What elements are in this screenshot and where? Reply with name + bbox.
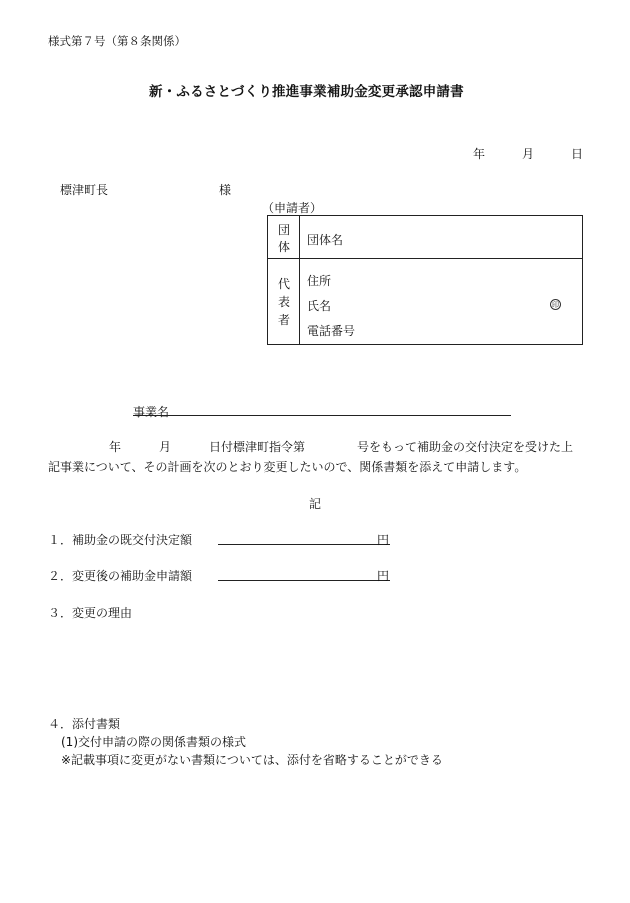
group-header-char-1: 団 bbox=[278, 223, 291, 237]
item-3-label: ３．変更の理由 bbox=[48, 606, 133, 620]
attachment-item-1: (1)交付申請の際の関係書類の様式 bbox=[61, 735, 246, 749]
name-label: 氏名 bbox=[307, 299, 332, 313]
item-2-label: ２．変更後の補助金申請額 bbox=[48, 569, 193, 583]
item-4-label: ４．添付書類 bbox=[48, 717, 121, 731]
date-month: 月 bbox=[522, 147, 535, 161]
date-year: 年 bbox=[473, 147, 486, 161]
table-divider-horizontal bbox=[268, 258, 582, 259]
item-2-amount-line bbox=[218, 580, 390, 581]
body-number-suffix: 号をもって補助金の交付決定を受けた上 bbox=[357, 440, 574, 454]
attachment-note: ※記載事項に変更がない書類については、添付を省略することができる bbox=[61, 753, 443, 767]
group-header-char-2: 体 bbox=[278, 240, 291, 254]
body-month: 月 bbox=[159, 440, 172, 454]
seal-icon: 印 bbox=[552, 301, 559, 309]
form-number: 様式第７号（第８条関係） bbox=[48, 34, 186, 48]
address-label: 住所 bbox=[307, 274, 332, 288]
phone-label: 電話番号 bbox=[307, 324, 356, 338]
body-year: 年 bbox=[109, 440, 122, 454]
rep-header-char-2: 表 bbox=[278, 295, 291, 309]
body-line-2: 記事業について、その計画を次のとおり変更したいので、関係書類を添えて申請します。 bbox=[48, 460, 527, 474]
ki-heading: 記 bbox=[309, 497, 322, 511]
table-divider-vertical bbox=[299, 216, 300, 344]
project-name-underline bbox=[133, 415, 511, 416]
body-date-order: 日付標津町指令第 bbox=[209, 440, 306, 454]
item-1-label: １．補助金の既交付決定額 bbox=[48, 533, 193, 547]
item-1-amount-line bbox=[218, 544, 390, 545]
page-title: 新・ふるさとづくり推進事業補助金変更承認申請書 bbox=[149, 84, 464, 100]
date-day: 日 bbox=[571, 147, 584, 161]
item-1-unit: 円 bbox=[377, 533, 390, 547]
rep-header-char-3: 者 bbox=[278, 313, 291, 327]
project-name-label: 事業名 bbox=[133, 405, 170, 419]
item-2-unit: 円 bbox=[377, 569, 390, 583]
addressee-honorific: 様 bbox=[219, 183, 232, 197]
group-name-label: 団体名 bbox=[307, 233, 344, 247]
applicant-table bbox=[267, 215, 583, 345]
applicant-label: （申請者） bbox=[262, 201, 323, 215]
rep-header-char-1: 代 bbox=[278, 277, 291, 291]
addressee-name: 標津町長 bbox=[60, 183, 109, 197]
